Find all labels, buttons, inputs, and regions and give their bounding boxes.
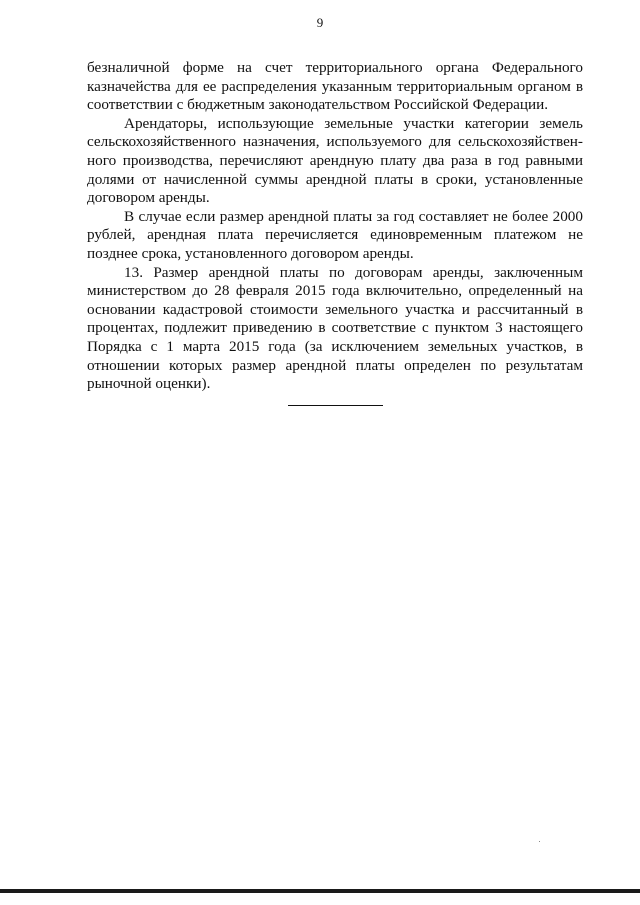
paragraph-payment-schedule: Арендаторы, использующие земельные участки категории земель сельскохозяйственного назначения, используемого для сельскохозяйствен-ного производства, перечисляют арендную плату два раза в год равными долями от начисленной суммы арендной платы в сроки, установленные договором аренды. — [87, 114, 583, 207]
document-body — [87, 59, 583, 394]
paragraph-item-13: 13. Размер арендной платы по договорам аренды, заключенным министерством до 28 февраля 2015 года включительно, определенный на основании кадастровой стоимости земельного участка и рассчитанный в процентах, подлежит приведению в соответствие с пунктом 3 настоящего Порядка с 1 марта 2015 года (за исключением земельных участков, в отношении которых размер арендной платы определен по результатам рыночной оценки). — [87, 263, 583, 393]
page-number: 9 — [316, 15, 324, 30]
paragraph-continuation: безналичной форме на счет территориального органа Федерального казначейства для ее распределения указанным территориальным органом в соответствии с бюджетным законодательством Российской Федерации. — [87, 59, 583, 114]
end-separator-line — [288, 405, 383, 406]
paragraph-single-payment: В случае если размер арендной платы за год составляет не более 2000 рублей, арендная плата перечисляется единовременным платежом не позднее срока, установленного договором аренды. — [87, 207, 583, 262]
scan-speck — [539, 841, 540, 842]
scan-bottom-edge — [0, 889, 640, 893]
